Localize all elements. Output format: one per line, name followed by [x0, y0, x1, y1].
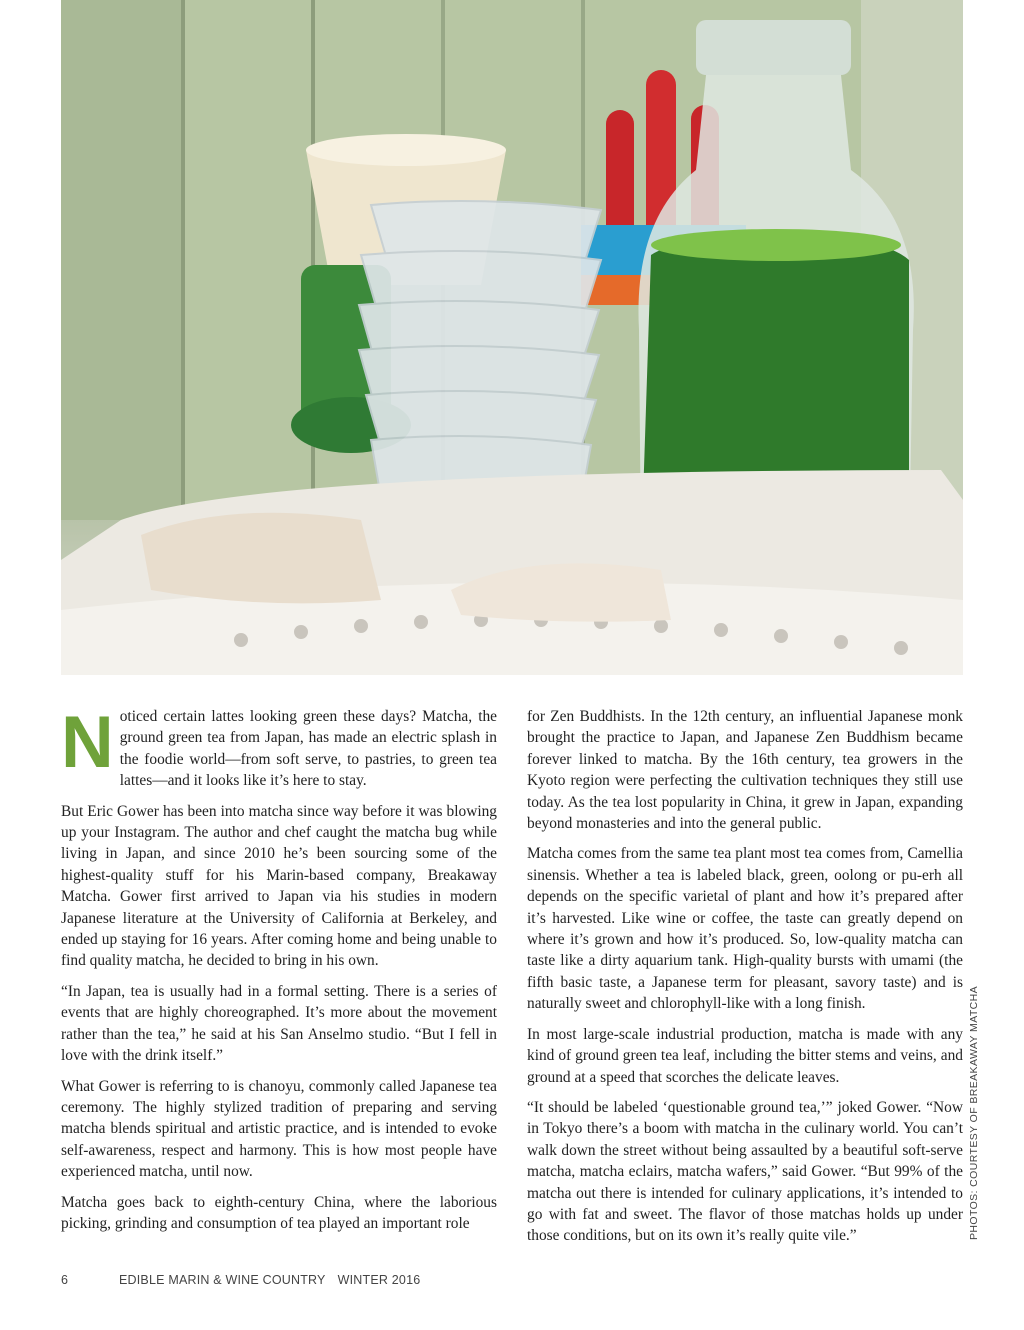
article-paragraph: But Eric Gower has been into matcha since way before it was blowing up your Instagram. The author and chef caught the matcha bug while living in Japan, and since 2010 he’s been sourcing some of the highest-quality stuff for his Marin-based company, Breakaway Matcha. Gower first arrived to Japan via his studies in modern Japanese literature at the University of California at Berkeley, and ended up staying for 16 years. After coming home and being unable to find quality matcha, he decided to bring in his own.	[61, 802, 497, 970]
article-column-right	[527, 706, 963, 1256]
article-paragraph: Matcha goes back to eighth-century China, where the laborious picking, grinding and consumption of tea played an important role	[61, 1193, 497, 1232]
article-paragraph: In most large-scale industrial production, matcha is made with any kind of ground green tea leaf, including the bitter stems and veins, and ground at a speed that scorches the delicate leaves.	[527, 1025, 963, 1086]
matcha-photo-illustration	[61, 0, 963, 675]
issue-label: WINTER 2016	[337, 1273, 421, 1287]
article-paragraph: Matcha comes from the same tea plant most tea comes from, Camellia sinensis. Whether a tea is labeled black, green, oolong or pu-erh all depends on the specific varietal of plant and how it’s prepared after it’s harvested. Like wine or coffee, the taste can greatly depend on where it’s grown and how it’s produced. So, low-quality matcha can taste like a dirty aquarium tank. High-quality bursts with umami (the fifth basic taste, a Japanese term for pleasant, savory taste) and is naturally sweet and chlorophyll-like with a long finish.	[527, 845, 963, 1013]
paragraph-text: oticed certain lattes looking green these days? Matcha, the ground green tea from Japan, has made an electric splash in the foodie world—from soft serve, to pastries, to green tea lattes—and it looks like it’s here to stay.	[119, 708, 497, 790]
hero-photo	[61, 0, 963, 675]
article-column-left	[61, 702, 497, 1243]
page-number: 6	[61, 1273, 69, 1287]
page-footer	[61, 1273, 420, 1287]
article-paragraph	[61, 702, 497, 792]
drop-cap: N	[61, 702, 114, 783]
article-paragraph: “It should be labeled ‘questionable ground tea,’” joked Gower. “Now in Tokyo there’s a boom with matcha in the culinary world. You can’t walk down the street without being assaulted by a beautiful soft-serve matcha, matcha eclairs, matcha wafers,” said Gower. “But 99% of the matcha out there is intended for culinary applications, it’s intended to go with fat and sweet. The flavor of those matchas holds up under those conditions, but on its own it’s really quite vile.”	[527, 1098, 963, 1245]
photo-credit: PHOTOS: COURTESY OF BREAKAWAY MATCHA	[968, 986, 980, 1240]
article-paragraph: “In Japan, tea is usually had in a formal setting. There is a series of events that are highly choreographed. It’s more about the movement rather than the tea,” he said at his San Anselmo studio. “But I fell in love with the drink itself.”	[61, 982, 497, 1065]
article-paragraph: What Gower is referring to is chanoyu, commonly called Japanese tea ceremony. The highly stylized tradition of preparing and serving matcha blends spiritual and artistic practice, and is intended to evoke self-awareness, respect and harmony. This is how most people have experienced matcha, until now.	[61, 1077, 497, 1181]
article-paragraph: for Zen Buddhists. In the 12th century, an influential Japanese monk brought the practice to Japan, and Japanese Zen Buddhism became forever linked to matcha. By the 16th century, tea growers in the Kyoto region were perfecting the cultivation techniques they still use today. As the tea lost popularity in China, it grew in Japan, expanding beyond monasteries and into the general public.	[527, 708, 963, 833]
publication-name: EDIBLE MARIN & WINE COUNTRY	[119, 1273, 326, 1287]
